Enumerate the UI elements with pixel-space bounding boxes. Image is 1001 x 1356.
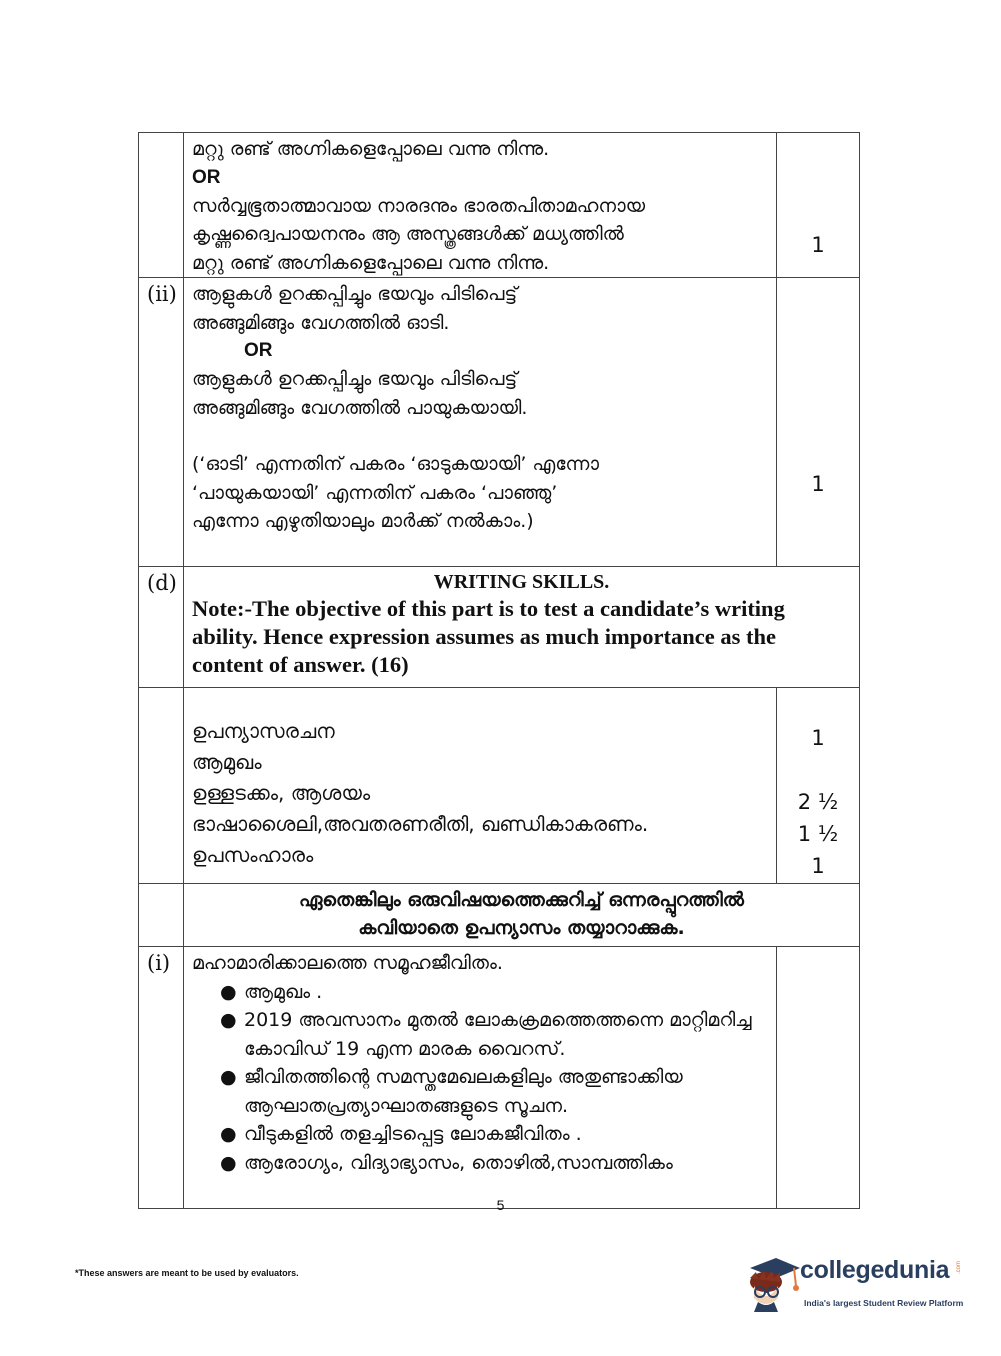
list-item xyxy=(220,1063,768,1120)
answer-line: ആളുകൾ ഉറക്കപ്പിച്ചും ഭയവും പിടിപെട്ട് xyxy=(192,283,518,305)
point-text: ജീവിതത്തിന്റെ സമസ്തമേഖലകളിലും അതുണ്ടാക്കിയ ആഘാതപ്രത്യാഘാതങ്ങളുടെ സൂചന. xyxy=(244,1066,683,1117)
answer-line: കൃഷ്ണദ്വൈപായനനും ആ അസ്ത്രങ്ങൾക്ക് മധ്യത്തിൽ xyxy=(192,223,624,245)
note-line: ‘പായുകയായി’ എന്നതിന് പകരം ‘പാഞ്ഞു’ xyxy=(192,481,558,504)
outline-item: ഭാഷാശൈലി,അവതരണരീതി, ഖണ്ഡികാകരണം. xyxy=(192,812,649,836)
outline-item: ഉപന്യാസരചന xyxy=(192,719,335,743)
label-cell xyxy=(139,884,184,947)
answer-cell xyxy=(184,278,777,567)
table-row xyxy=(139,567,860,688)
instruction-cell xyxy=(184,884,860,947)
section-note: Note:-The objective of this part is to test a candidate’s writing ability. Hence expression assumes as much importance as the content of answer. (16) xyxy=(192,596,785,677)
point-text: വീടുകളിൽ തളച്ചിടപ്പെട്ട ലോകജീവിതം . xyxy=(244,1123,582,1145)
point-list xyxy=(192,978,768,1178)
outline-item: ഉള്ളടക്കം, ആശയം xyxy=(192,781,371,805)
answer-line: അങ്ങുമിങ്ങും വേഗത്തിൽ ഓടി. xyxy=(192,311,450,334)
list-item xyxy=(220,1149,768,1178)
mark-value: 1 xyxy=(811,854,825,878)
mascot-icon xyxy=(742,1252,800,1312)
instruction-line: ഏതെങ്കിലും ഒരുവിഷയത്തെക്കുറിച്ച് ഒന്നരപ്പുറത്തിൽ xyxy=(299,889,744,911)
question-label: (d) xyxy=(139,567,184,688)
or-label: OR xyxy=(244,340,273,361)
answer-line: മറ്റു രണ്ട് അഗ്നികളെപ്പോലെ വന്നു നിന്നു. xyxy=(192,251,550,274)
brand-logo xyxy=(742,1252,972,1316)
label-cell xyxy=(139,688,184,884)
section-title: WRITING SKILLS. xyxy=(433,571,610,593)
list-item xyxy=(220,1120,768,1149)
bullet-icon: ● xyxy=(220,1151,237,1174)
answer-line: മറ്റു രണ്ട് അഗ്നികളെപ്പോലെ വന്നു നിന്നു. xyxy=(192,138,550,160)
outline-item: ആമുഖം xyxy=(192,750,262,774)
bullet-icon: ● xyxy=(220,980,237,1003)
answer-cell xyxy=(184,133,777,278)
bullet-icon: ● xyxy=(220,1009,237,1031)
point-text: 2019 അവസാനം മുതൽ ലോകക്രമത്തെത്തന്നെ മാറ്റിമറിച്ച കോവിഡ് 19 എന്ന മാരക വൈറസ്. xyxy=(244,1009,752,1060)
table-row xyxy=(139,947,860,1209)
outline-cell xyxy=(184,688,777,884)
table-row xyxy=(139,884,860,947)
or-label: OR xyxy=(192,166,221,188)
mark-cell xyxy=(777,133,860,278)
bullet-icon: ● xyxy=(220,1123,237,1145)
mark-value: 1 xyxy=(811,726,825,750)
essay-outline-cell xyxy=(184,947,777,1209)
list-item xyxy=(220,978,768,1007)
spacer xyxy=(192,422,768,450)
list-item xyxy=(220,1006,768,1063)
mark-value: 1 ½ xyxy=(797,822,839,846)
mark-value: 1 xyxy=(811,233,825,257)
bullet-icon: ● xyxy=(220,1066,237,1088)
mark-cell xyxy=(777,947,860,1209)
answer-line: ആളുകൾ ഉറക്കപ്പിച്ചും ഭയവും പിടിപെട്ട് xyxy=(192,368,518,390)
marks-cell xyxy=(777,688,860,884)
answer-table xyxy=(138,132,860,1209)
writing-skills-cell xyxy=(184,567,860,688)
answer-line: അങ്ങുമിങ്ങും വേഗത്തിൽ പായുകയായി. xyxy=(192,396,528,419)
table-row xyxy=(139,133,860,278)
point-text: ആമുഖം . xyxy=(244,980,323,1003)
brand-domain: .com xyxy=(956,1260,962,1274)
note-line: (‘ഓടി’ എന്നതിന് പകരം ‘ഓടുകയായി’ എന്നോ xyxy=(192,453,600,475)
instruction-line: കവിയാതെ ഉപന്യാസം തയ്യാറാക്കുക. xyxy=(358,917,685,939)
mark-value: 1 xyxy=(811,472,825,496)
question-label: (ii) xyxy=(139,278,184,567)
table-row xyxy=(139,278,860,567)
label-cell xyxy=(139,133,184,278)
essay-title: മഹാമാരിക്കാലത്തെ സമൂഹജീവിതം. xyxy=(192,952,503,974)
answer-line: സർവ്വഭൂതാത്മാവായ നാരദനും ഭാരതപിതാമഹനായ xyxy=(192,194,646,217)
note-line: എന്നോ എഴുതിയാലും മാർക്ക് നൽകാം.) xyxy=(192,510,534,532)
mark-cell xyxy=(777,278,860,567)
footer-note: *These answers are meant to be used by evaluators. xyxy=(75,1268,299,1278)
spacer xyxy=(777,754,859,786)
brand-name: collegedunia xyxy=(800,1256,950,1284)
outline-item: ഉപസംഹാരം xyxy=(192,843,314,867)
table-row xyxy=(139,688,860,884)
page-number: 5 xyxy=(496,1197,505,1213)
point-text: ആരോഗ്യം, വിദ്യാഭ്യാസം, തൊഴിൽ,സാമ്പത്തികം xyxy=(244,1151,673,1174)
brand-tagline: India's largest Student Review Platform xyxy=(804,1298,964,1308)
mark-value: 2 ½ xyxy=(797,790,839,814)
question-label: (i) xyxy=(139,947,184,1209)
